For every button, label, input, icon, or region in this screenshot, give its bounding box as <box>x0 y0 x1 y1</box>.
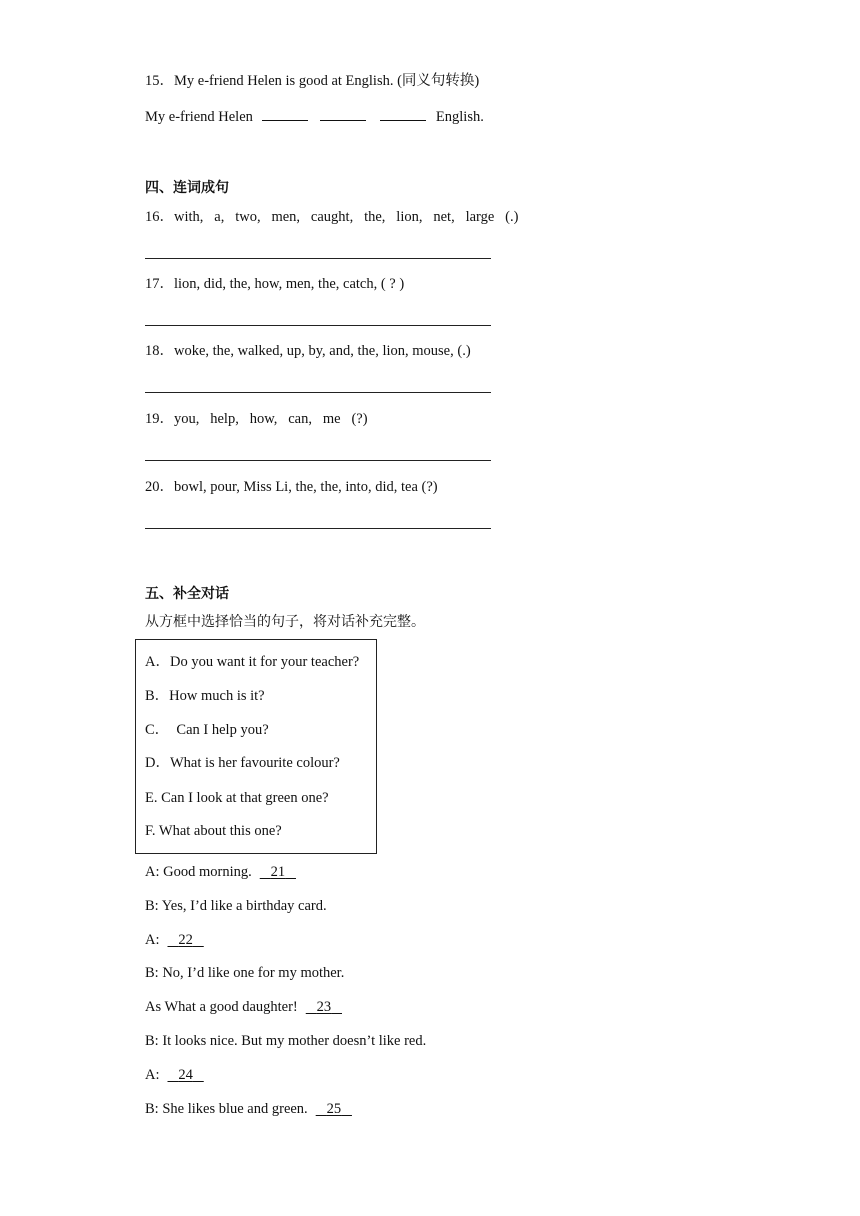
answer-blank[interactable] <box>262 108 308 121</box>
question-15-prompt: 15．My e-friend Helen is good at English. (同义句转换) <box>145 73 480 89</box>
answer-blank[interactable] <box>320 108 366 121</box>
dialogue-line-4: B: No, I’d like one for my mother. <box>145 965 345 981</box>
answer-line-18[interactable] <box>145 392 491 393</box>
dialogue-blank-24[interactable]: 24 <box>178 1067 193 1083</box>
dialogue-line-5 <box>145 1000 342 1015</box>
dialogue-blank-25[interactable]: 25 <box>326 1101 342 1117</box>
answer-line-16[interactable] <box>145 258 491 259</box>
answer-blank[interactable] <box>380 108 426 121</box>
dialogue-text: A: Good morning. <box>145 864 252 880</box>
dialogue-line-8 <box>145 1102 352 1117</box>
question-17: 17．lion, did, the, how, men, the, catch, ( ? ) <box>145 276 405 292</box>
dialogue-line-6: B: It looks nice. But my mother doesn’t like red. <box>145 1033 427 1049</box>
question-18: 18．woke, the, walked, up, by, and, the, lion, mouse, (.) <box>145 343 471 359</box>
option-f: F. What about this one? <box>145 823 282 839</box>
question-15-line-start: My e-friend Helen <box>145 109 253 125</box>
option-b: B．How much is it? <box>145 688 265 704</box>
question-19: 19．you, help, how, can, me (?) <box>145 411 368 427</box>
section-4-heading: 四、连词成句 <box>145 180 229 196</box>
answer-line-17[interactable] <box>145 325 491 326</box>
question-16: 16．with, a, two, men, caught, the, lion, net, large (.) <box>145 209 519 225</box>
dialogue-text: B: She likes blue and green. <box>145 1101 308 1117</box>
dialogue-blank-21[interactable]: 21 <box>270 864 286 880</box>
answer-line-19[interactable] <box>145 460 491 461</box>
question-15-answer-line <box>145 108 484 125</box>
option-c: C． Can I help you? <box>145 722 269 738</box>
options-box <box>135 639 377 854</box>
option-e: E. Can I look at that green one? <box>145 790 329 806</box>
dialogue-text: As What a good daughter! <box>145 999 298 1015</box>
option-a: A．Do you want it for your teacher? <box>145 654 360 670</box>
section-5-heading: 五、补全对话 <box>145 586 229 602</box>
dialogue-blank-23[interactable]: 23 <box>316 999 332 1015</box>
dialogue-text: A: <box>145 1067 160 1083</box>
question-15-line-end: English. <box>435 109 484 125</box>
dialogue-line-3 <box>145 933 204 948</box>
dialogue-line-7 <box>145 1068 204 1083</box>
dialogue-blank-22[interactable]: 22 <box>178 932 193 948</box>
dialogue-line-2: B: Yes, I’d like a birthday card. <box>145 898 327 914</box>
dialogue-text: A: <box>145 932 160 948</box>
dialogue-line-1 <box>145 865 296 880</box>
question-20: 20．bowl, pour, Miss Li, the, the, into, did, tea (?) <box>145 479 438 495</box>
option-d: D．What is her favourite colour? <box>145 755 340 771</box>
answer-line-20[interactable] <box>145 528 491 529</box>
section-5-instruction: 从方框中选择恰当的句子，将对话补充完整。 <box>145 614 425 630</box>
